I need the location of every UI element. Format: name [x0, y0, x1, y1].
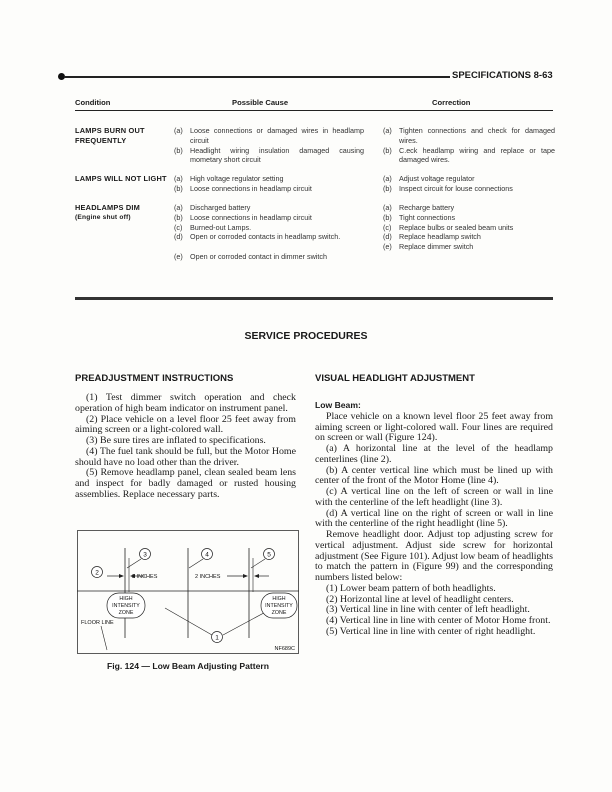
- column-header-correction: Correction: [432, 98, 471, 107]
- correction-item: [383, 126, 555, 146]
- item-text: Discharged battery: [190, 203, 251, 212]
- visual-adjust-text: [315, 400, 553, 638]
- paragraph: (3) Vertical line in line with center of left headlight.: [326, 604, 530, 616]
- item-text: Tight connections: [399, 212, 456, 222]
- item-letter: (e): [174, 252, 183, 261]
- condition-text: HEADLAMPS DIM: [75, 203, 141, 212]
- svg-text:ZONE: ZONE: [271, 610, 287, 616]
- item-text: Inspect circuit for louse connections: [399, 183, 513, 193]
- item-text: Recharge battery: [399, 203, 455, 212]
- svg-text:HIGH: HIGH: [119, 596, 133, 602]
- paragraph: (4) Vertical line in line with center of Motor Home front.: [326, 615, 551, 626]
- preadjust-heading: PREADJUSTMENT INSTRUCTIONS: [75, 373, 234, 384]
- dimension-label-right: 2 INCHES: [195, 574, 221, 580]
- paragraph: Remove headlight door. Adjust top adjusting screw for vertical adjustment. Adjust side screw for horizontal adjustment (See Figure 101). Adjust low beam of headlights to match the pattern in (Figure 99) and the corresponding numbers listed below:: [315, 529, 553, 583]
- item-text: Open or corroded contacts in headlamp switch.: [190, 232, 341, 242]
- item-letter: (c): [174, 222, 183, 232]
- item-letter: (d): [383, 232, 392, 242]
- item-text: High voltage regulator setting: [190, 174, 284, 183]
- cause-item: [174, 184, 364, 194]
- item-text: Headlight wiring insulation damaged causing mometary short circuit: [190, 145, 364, 165]
- paragraph: (3) Be sure tires are inflated to specifications.: [86, 435, 266, 446]
- svg-text:ZONE: ZONE: [118, 610, 134, 616]
- item-letter: (b): [174, 183, 183, 193]
- paragraph: (1) Test dimmer switch operation and check operation of high beam indicator on instrument panel.: [75, 392, 296, 414]
- item-letter: (b): [383, 145, 392, 155]
- item-text: Adjust voltage regulator: [399, 174, 475, 183]
- low-beam-pattern-figure: [77, 530, 299, 654]
- paragraph: (1) Lower beam pattern of both headlights.: [326, 582, 496, 594]
- correction-item: [383, 146, 555, 166]
- cause-item: [174, 146, 364, 166]
- item-letter: (d): [174, 232, 183, 242]
- condition-cell: [75, 126, 167, 146]
- svg-text:INTENSITY: INTENSITY: [265, 603, 293, 609]
- item-text: Replace dimmer switch: [399, 242, 474, 252]
- item-letter: (b): [174, 212, 183, 222]
- correction-item: [383, 174, 555, 184]
- condition-text: LAMPS WILL NOT LIGHT: [75, 174, 167, 183]
- svg-text:INTENSITY: INTENSITY: [112, 603, 140, 609]
- preadjust-text: [75, 393, 296, 501]
- paragraph: (a) A horizontal line at the level of the headlamp centerlines (line 2).: [315, 443, 553, 465]
- paragraph: (2) Place vehicle on a level floor 25 feet away from aiming screen or a light-colored wall.: [75, 413, 296, 436]
- item-letter: (a): [383, 203, 392, 212]
- cause-item: [174, 252, 364, 262]
- condition-note: (Engine shut off): [75, 213, 131, 221]
- table-header-rule: [75, 110, 553, 111]
- correction-item: [383, 242, 555, 252]
- item-text: Loose connections or damaged wires in headlamp circuit: [190, 126, 364, 145]
- correction-item: [383, 232, 555, 242]
- paragraph: (b) A center vertical line which must be lined up with center of the front of the Motor Home (line 4).: [315, 464, 553, 487]
- paragraph: (2) Horizontal line at level of headlight centers.: [326, 593, 514, 605]
- paragraph: (5) Remove headlamp panel, clean sealed beam lens and inspect for badly damaged or rusted housing assemblies. Replace necessary parts.: [75, 467, 296, 500]
- condition-text: LAMPS BURN OUT FREQUENTLY: [75, 126, 145, 145]
- cause-item: [174, 126, 364, 146]
- section-rule: [75, 297, 553, 300]
- item-text: Replace headlamp switch: [399, 232, 481, 242]
- cause-item: [174, 213, 364, 223]
- correction-item: [383, 203, 555, 213]
- header-rule: [64, 76, 450, 78]
- paragraph: (5) Vertical line in line with center of right headlight.: [326, 625, 536, 637]
- visual-adjust-heading: VISUAL HEADLIGHT ADJUSTMENT: [315, 373, 475, 384]
- floor-line-label: FLOOR LINE: [81, 620, 114, 626]
- item-text: Loose connections in headlamp circuit: [190, 212, 312, 222]
- paragraph: (c) A vertical line on the left of screen or wall in line with the centerline of the left headlight (line 3).: [315, 486, 553, 508]
- low-beam-subheading: Low Beam:: [315, 400, 361, 410]
- item-text: Open or corroded contact in dimmer switch: [190, 252, 328, 261]
- section-title: SERVICE PROCEDURES: [244, 330, 368, 342]
- paragraph: (d) A vertical line on the right of screen or wall in line with the centerline of the right headlight (line 5).: [315, 507, 553, 530]
- condition-cell: [75, 174, 167, 184]
- item-text: Burned-out Lamps.: [190, 222, 252, 232]
- callout-2: 2: [95, 569, 99, 577]
- item-letter: (b): [174, 145, 183, 155]
- item-letter: (a): [174, 174, 183, 183]
- page-header-title: SPECIFICATIONS 8-63: [452, 70, 553, 81]
- item-text: Tighten connections and check for damaged wires.: [399, 126, 555, 145]
- figure-caption: Fig. 124 — Low Beam Adjusting Pattern: [106, 661, 270, 671]
- cause-item: [174, 174, 364, 184]
- figure-code: NF689C: [274, 646, 295, 652]
- correction-item: [383, 184, 555, 194]
- condition-cell: [75, 203, 167, 223]
- cause-item: [174, 203, 364, 213]
- cause-item: [174, 223, 364, 233]
- paragraph: (4) The fuel tank should be full, but the Motor Home should have no load other than the driver.: [75, 445, 296, 468]
- callout-1: 1: [215, 634, 219, 642]
- callout-4: 4: [205, 551, 209, 559]
- paragraph: Place vehicle on a known level floor 25 feet away from aiming screen or light-colored wall. Four lines are required on screen or wall (Figure 124).: [315, 410, 553, 444]
- column-header-cause: Possible Cause: [232, 98, 289, 107]
- item-letter: (e): [383, 242, 392, 252]
- column-header-condition: Condition: [75, 98, 111, 107]
- item-letter: (b): [383, 183, 392, 193]
- correction-item: [383, 223, 555, 233]
- item-letter: (a): [174, 126, 183, 135]
- cause-item: [174, 232, 364, 242]
- item-letter: (a): [383, 126, 392, 135]
- item-text: C.eck headlamp wiring and replace or tape damaged wires.: [399, 145, 555, 165]
- item-text: Loose connections in headlamp circuit: [190, 183, 312, 193]
- item-letter: (a): [174, 203, 183, 212]
- svg-text:HIGH: HIGH: [272, 596, 286, 602]
- item-letter: (c): [383, 222, 392, 232]
- item-text: Replace bulbs or sealed beam units: [399, 222, 514, 232]
- dimension-label-left: 2 INCHES: [132, 574, 158, 580]
- callout-5: 5: [267, 551, 271, 559]
- callout-3: 3: [143, 551, 147, 559]
- correction-item: [383, 213, 555, 223]
- item-letter: (a): [383, 174, 392, 183]
- item-letter: (b): [383, 212, 392, 222]
